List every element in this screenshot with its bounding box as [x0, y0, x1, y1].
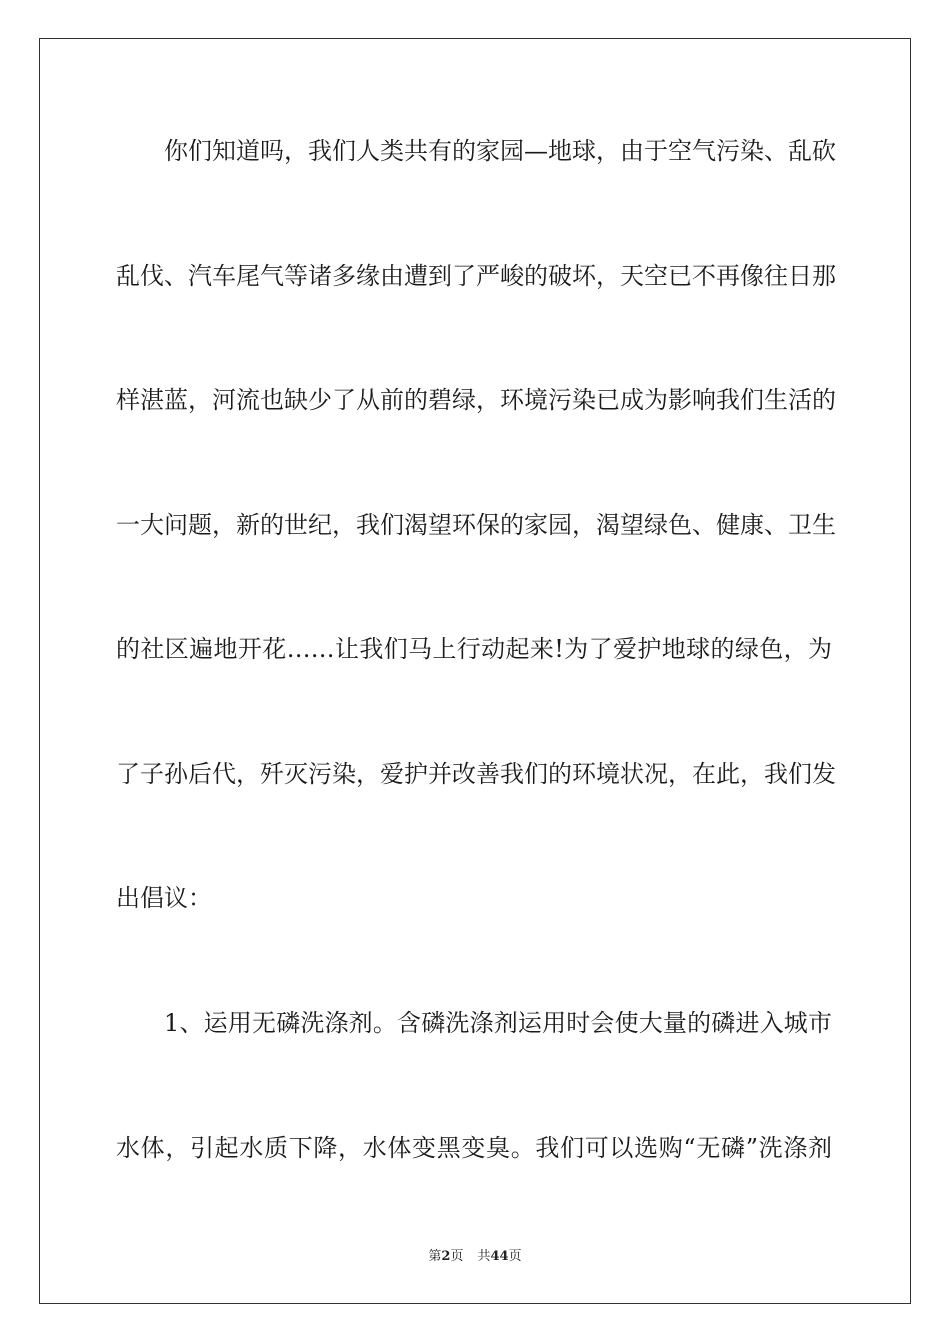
- paragraph-line-3: 样湛蓝，河流也缺少了从前的碧绿，环境污染已成为影响我们生活的: [116, 386, 836, 414]
- footer-page-suffix: 页: [450, 1249, 464, 1264]
- paragraph-line-6: 了子孙后代，歼灭污染，爱护并改善我们的环境状况，在此，我们发: [116, 760, 836, 788]
- paragraph-line-5: 的社区遍地开花……让我们马上行动起来!为了爱护地球的绿色，为: [116, 635, 832, 663]
- footer-page-prefix: 第: [428, 1249, 442, 1264]
- page-frame: [39, 38, 911, 1304]
- footer-total-prefix: 共: [477, 1249, 491, 1264]
- paragraph-line-7: 出倡议：: [116, 884, 212, 912]
- paragraph-line-4: 一大问题，新的世纪，我们渴望环保的家园，渴望绿色、健康、卫生: [116, 511, 836, 539]
- list-item-1-line-1: 1、运用无磷洗涤剂。含磷洗涤剂运用时会使大量的磷进入城市: [164, 1009, 832, 1037]
- footer-page-number: 2: [441, 1249, 451, 1264]
- list-item-1-line-2: 水体，引起水质下降，水体变黑变臭。我们可以选购“无磷”洗涤剂: [116, 1134, 832, 1162]
- paragraph-line-2: 乱伐、汽车尾气等诸多缘由遭到了严峻的破坏，天空已不再像往日那: [116, 262, 836, 290]
- paragraph-line-1: 你们知道吗，我们人类共有的家园—地球，由于空气污染、乱砍: [164, 137, 836, 165]
- footer-total-suffix: 页: [508, 1249, 522, 1264]
- footer-total-pages: 44: [490, 1249, 509, 1264]
- page-footer: [0, 1248, 950, 1266]
